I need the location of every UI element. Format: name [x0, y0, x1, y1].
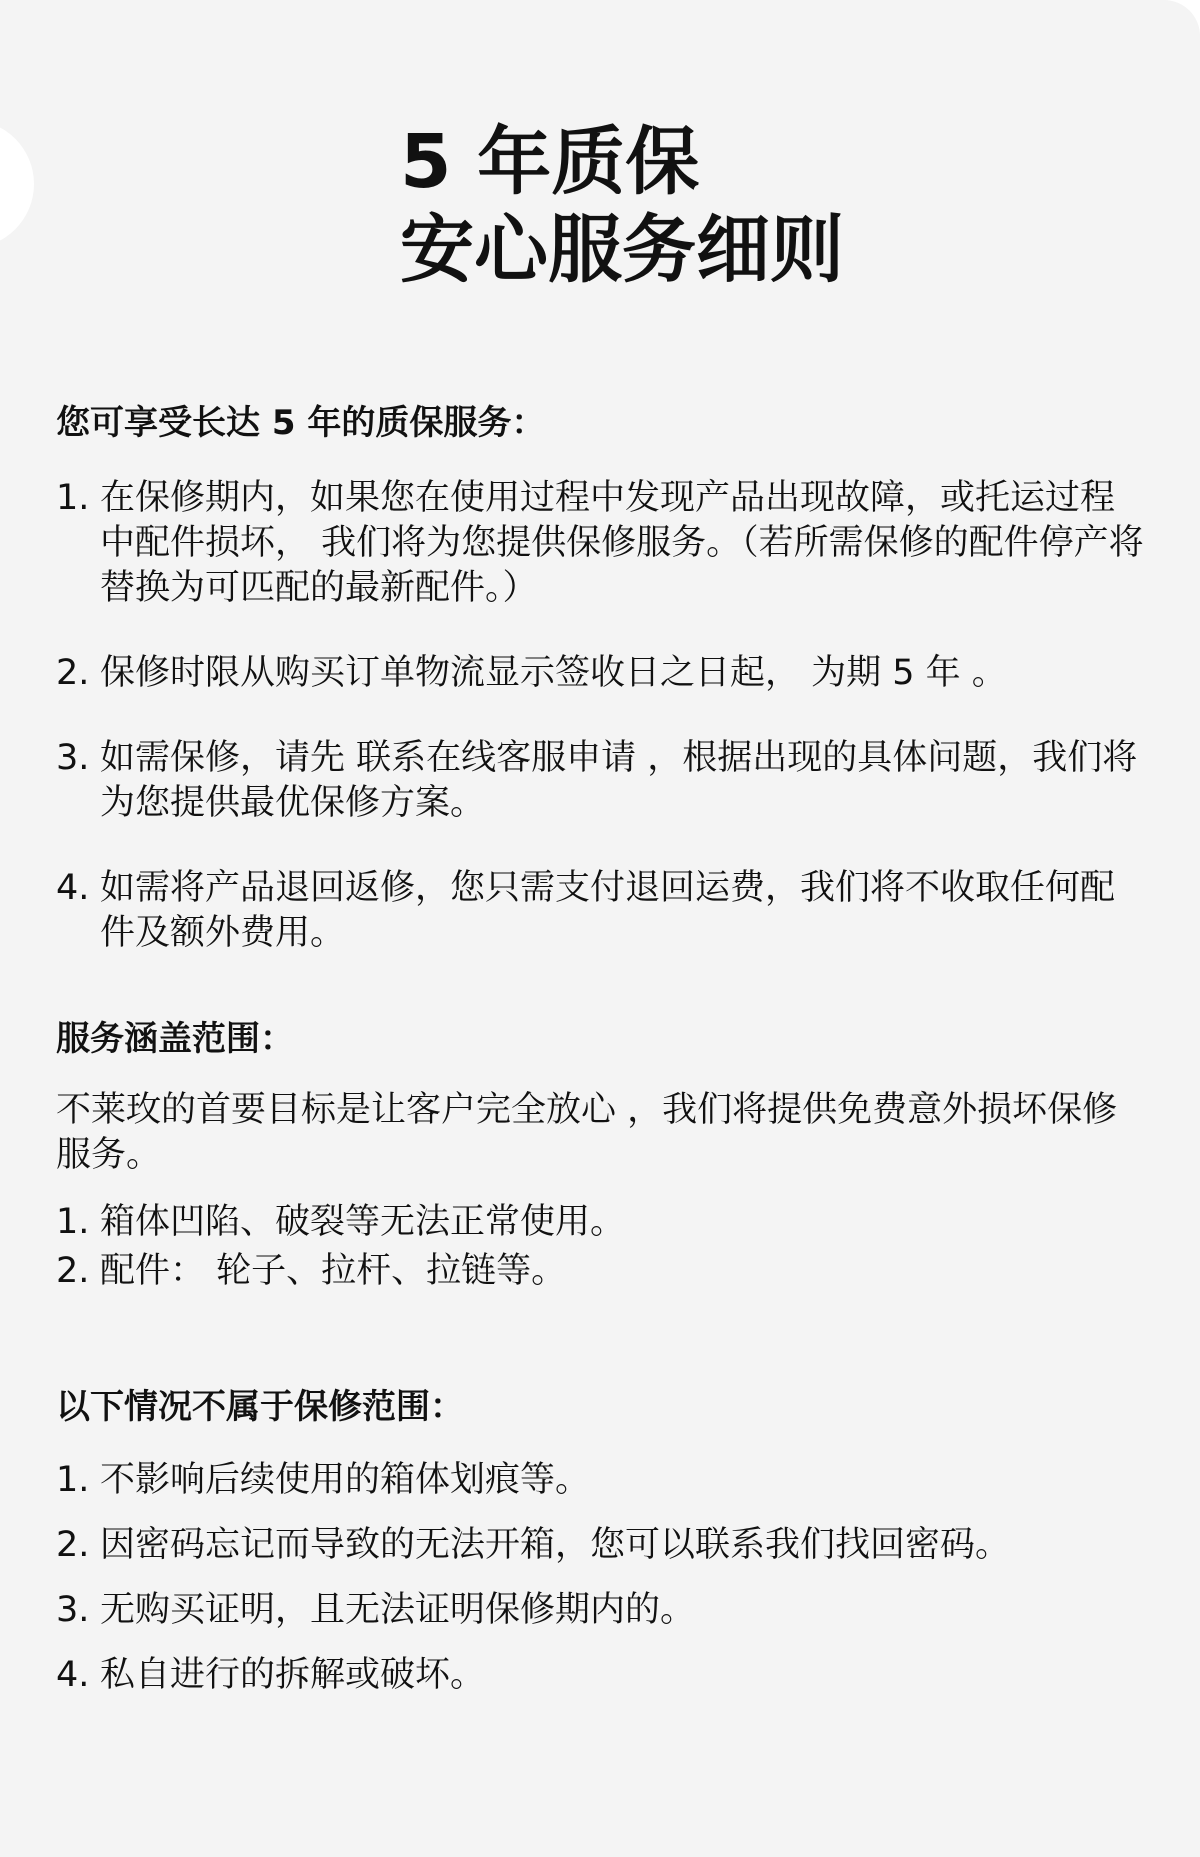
item-text: 保修时限从购买订单物流显示签收日之日起， 为期 5 年 。: [100, 653, 1007, 693]
list-item: [56, 866, 1146, 956]
coverage-section: [56, 1016, 1146, 1294]
item-text: 私自进行的拆解或破坏。: [100, 1655, 486, 1695]
exclusions-list: [56, 1458, 1146, 1698]
item-text: 因密码忘记而导致的无法开箱，您可以联系我们找回密码。: [100, 1525, 1011, 1565]
warranty-list: [56, 476, 1146, 956]
exclusions-section: [56, 1384, 1146, 1698]
item-number: 1.: [56, 1460, 90, 1500]
page-title: [400, 118, 844, 294]
list-item: [56, 736, 1146, 826]
list-item: [56, 1523, 1146, 1568]
list-item: [56, 476, 1146, 611]
item-text: 无购买证明，且无法证明保修期内的。: [100, 1590, 696, 1630]
warranty-section: [56, 400, 1146, 956]
content: [56, 400, 1146, 1718]
item-text: 配件： 轮子、拉杆、拉链等。: [100, 1251, 567, 1291]
card-notch: [0, 120, 34, 248]
list-item: [56, 651, 1146, 696]
list-item: [56, 1653, 1146, 1698]
item-number: 3.: [56, 1590, 90, 1630]
list-item: [56, 1458, 1146, 1503]
section-heading: 您可享受长达 5 年的质保服务：: [56, 403, 546, 443]
item-number: 4.: [56, 1655, 90, 1695]
list-item: [56, 1200, 1146, 1245]
item-number: 3.: [56, 738, 90, 778]
title-line-2: 安心服务细则: [400, 207, 844, 293]
section-heading: 服务涵盖范围：: [56, 1019, 294, 1059]
item-text: 在保修期内，如果您在使用过程中发现产品出现故障，或托运过程中配件损坏， 我们将为您提供保修服务。（若所需保修的配件停产将替换为可匹配的最新配件。）: [100, 478, 1144, 608]
item-number: 2.: [56, 1525, 90, 1565]
item-number: 2.: [56, 1251, 90, 1291]
item-text: 如需保修，请先 联系在线客服申请 ，根据出现的具体问题，我们将为您提供最优保修方案。: [100, 738, 1138, 823]
title-line-1: 5 年质保: [400, 119, 700, 205]
coverage-paragraph: 不莱玫的首要目标是让客户完全放心 ，我们将提供免费意外损坏保修服务。: [56, 1090, 1118, 1175]
coverage-list: [56, 1200, 1146, 1294]
item-text: 如需将产品退回返修，您只需支付退回运费，我们将不收取任何配件及额外费用。: [100, 868, 1116, 953]
item-number: 1.: [56, 478, 90, 518]
list-item: [56, 1588, 1146, 1633]
section-heading: 以下情况不属于保修范围：: [56, 1387, 464, 1427]
item-text: 箱体凹陷、破裂等无法正常使用。: [100, 1202, 626, 1242]
item-number: 4.: [56, 868, 90, 908]
item-text: 不影响后续使用的箱体划痕等。: [100, 1460, 591, 1500]
item-number: 1.: [56, 1202, 90, 1242]
list-item: [56, 1249, 1146, 1294]
item-number: 2.: [56, 653, 90, 693]
